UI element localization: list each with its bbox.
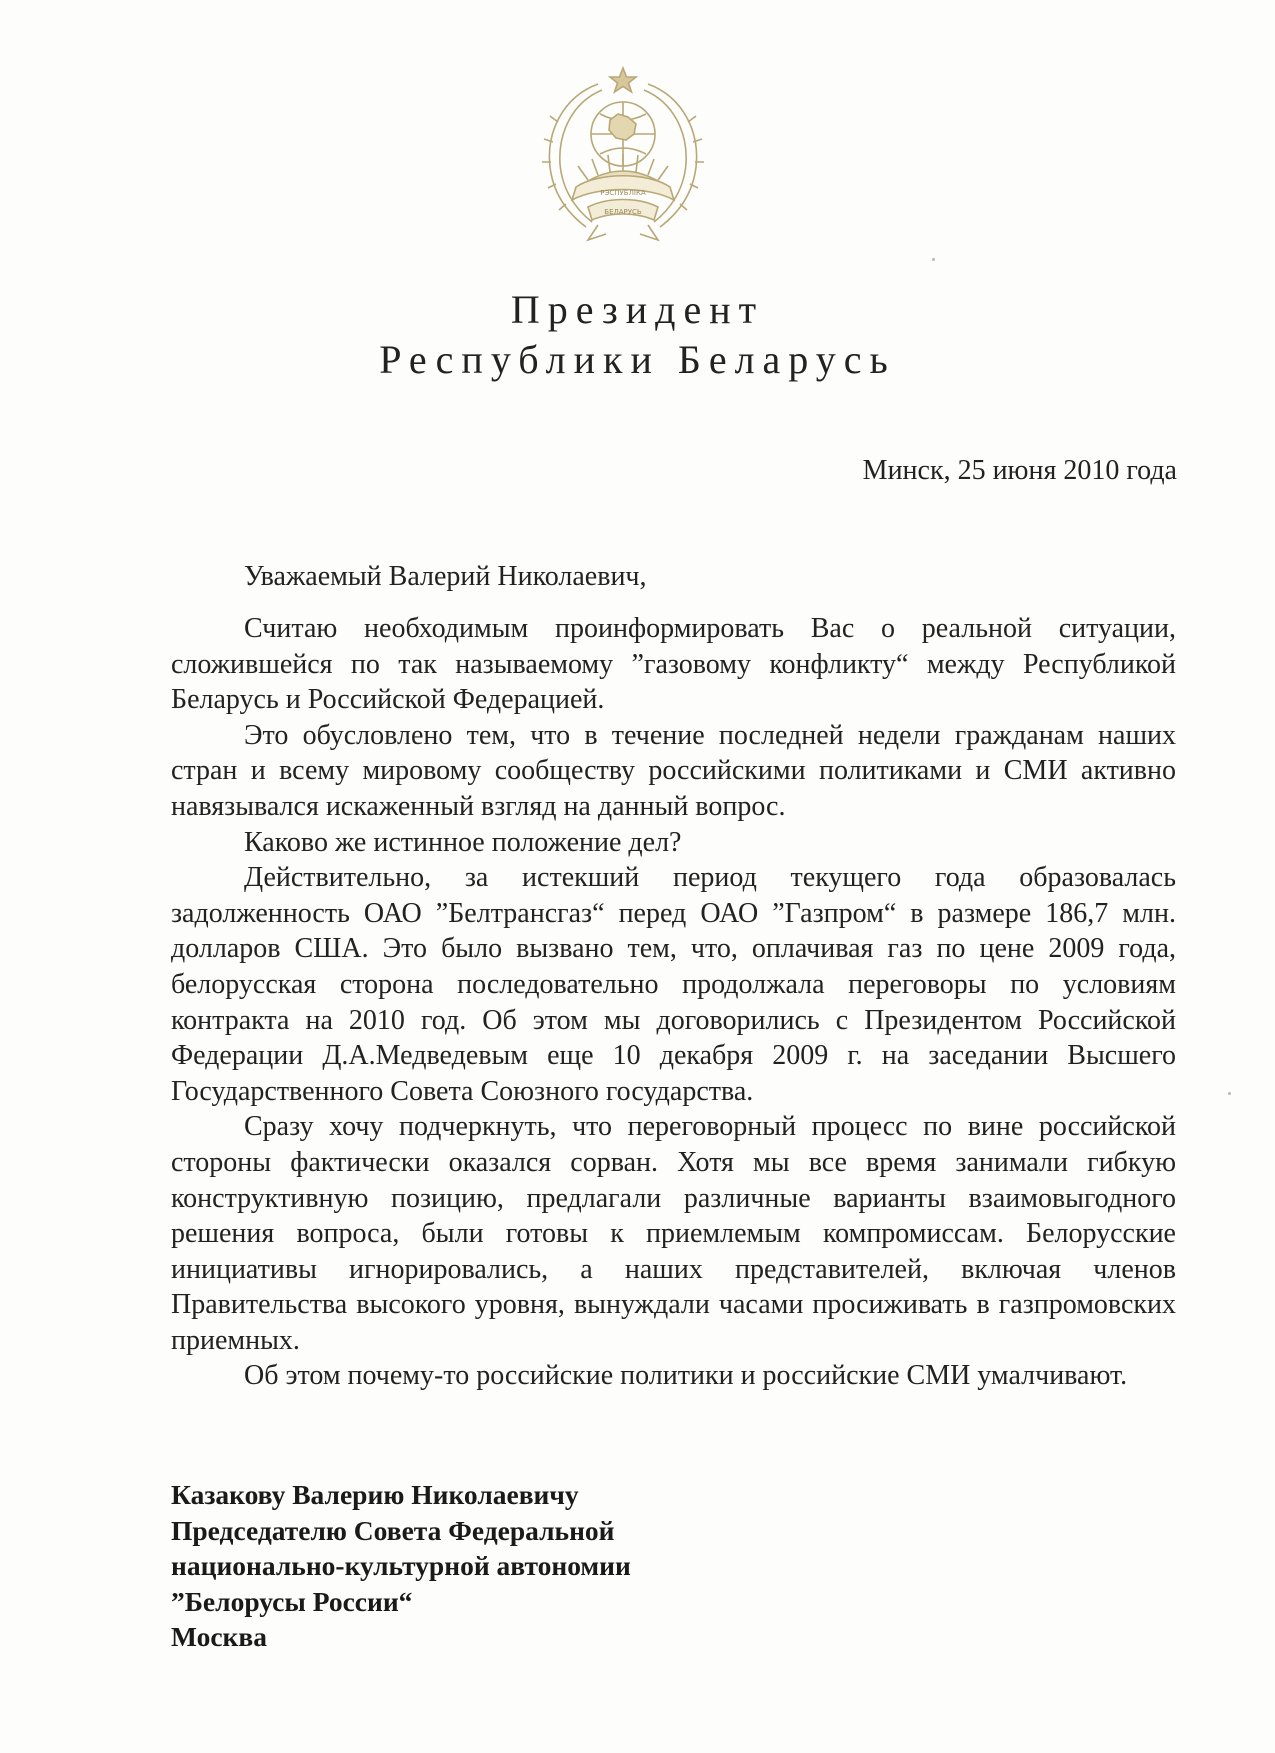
paper-speck (1228, 1092, 1231, 1095)
paragraph: Об этом почему-то российские политики и российские СМИ умалчивают. (244, 1360, 1128, 1392)
addressee-organization-name: ”Белорусы России“ (171, 1585, 413, 1617)
paragraph: Это обусловлено тем, что в течение последней недели гражданам наших стран и всему мировому сообществу российскими политиками и СМИ активно навязывался искаженный взгляд на данный вопрос. (171, 719, 1176, 822)
addressee-title: Председателю Совета Федеральной (171, 1514, 615, 1546)
addressee-organization: национально-культурной автономии (171, 1550, 631, 1581)
paragraph: Считаю необходимым проинформировать Вас о реальной ситуации, сложившейся по так называемому ”газовому конфликту“ между Республикой Беларусь и Российской Федерацией. (171, 613, 1176, 716)
addressee-name: Казакову Валерию Николаевичу (171, 1479, 579, 1510)
paragraph: Действительно, за истекший период текущего года образовалась задолженность ОАО ”Белтрансгаз“ перед ОАО ”Газпром“ в размере 186,7 млн. долларов США. Это было вызвано тем, что, оплачивая газ по цене 2009 года, белорусская сторона последовательно продолжала переговоры по условиям контракта на 2010 год. Об этом мы договорились с Президентом Российской Федерации Д.А.Медведевым еще 10 декабря 2009 г. на заседании Высшего Государственного Совета Союзного государства. (171, 862, 1176, 1107)
header-title-line-2: Республики Беларусь (379, 337, 896, 382)
addressee-city: Москва (171, 1621, 267, 1652)
addressee-block (171, 1477, 631, 1655)
paragraph: Сразу хочу подчеркнуть, что переговорный процесс по вине российской стороны фактически оказался сорван. Хотя мы все время занимали гибкую конструктивную позицию, предлагали различные варианты взаимовыгодного решения вопроса, были готовы к приемлемым компромиссам. Белорусские инициативы игнорировались, а наших представителей, включая членов Правительства высокого уровня, вынуждали часами просиживать в газпромовских приемных. (171, 1111, 1176, 1356)
ribbon-text-2: БЕЛАРУСЬ (604, 208, 642, 216)
coat-of-arms-icon (528, 62, 718, 252)
paper-speck (932, 258, 935, 261)
header-title-line-1: Президент (510, 287, 765, 332)
place-date: Минск, 25 июня 2010 года (862, 455, 1177, 486)
paragraph: Каково же истинное положение дел? (244, 826, 682, 858)
ribbon-text-1: РЭСПУБЛІКА (600, 189, 646, 197)
letter-body (171, 611, 1176, 1394)
salutation: Уважаемый Валерий Николаевич, (244, 561, 647, 592)
